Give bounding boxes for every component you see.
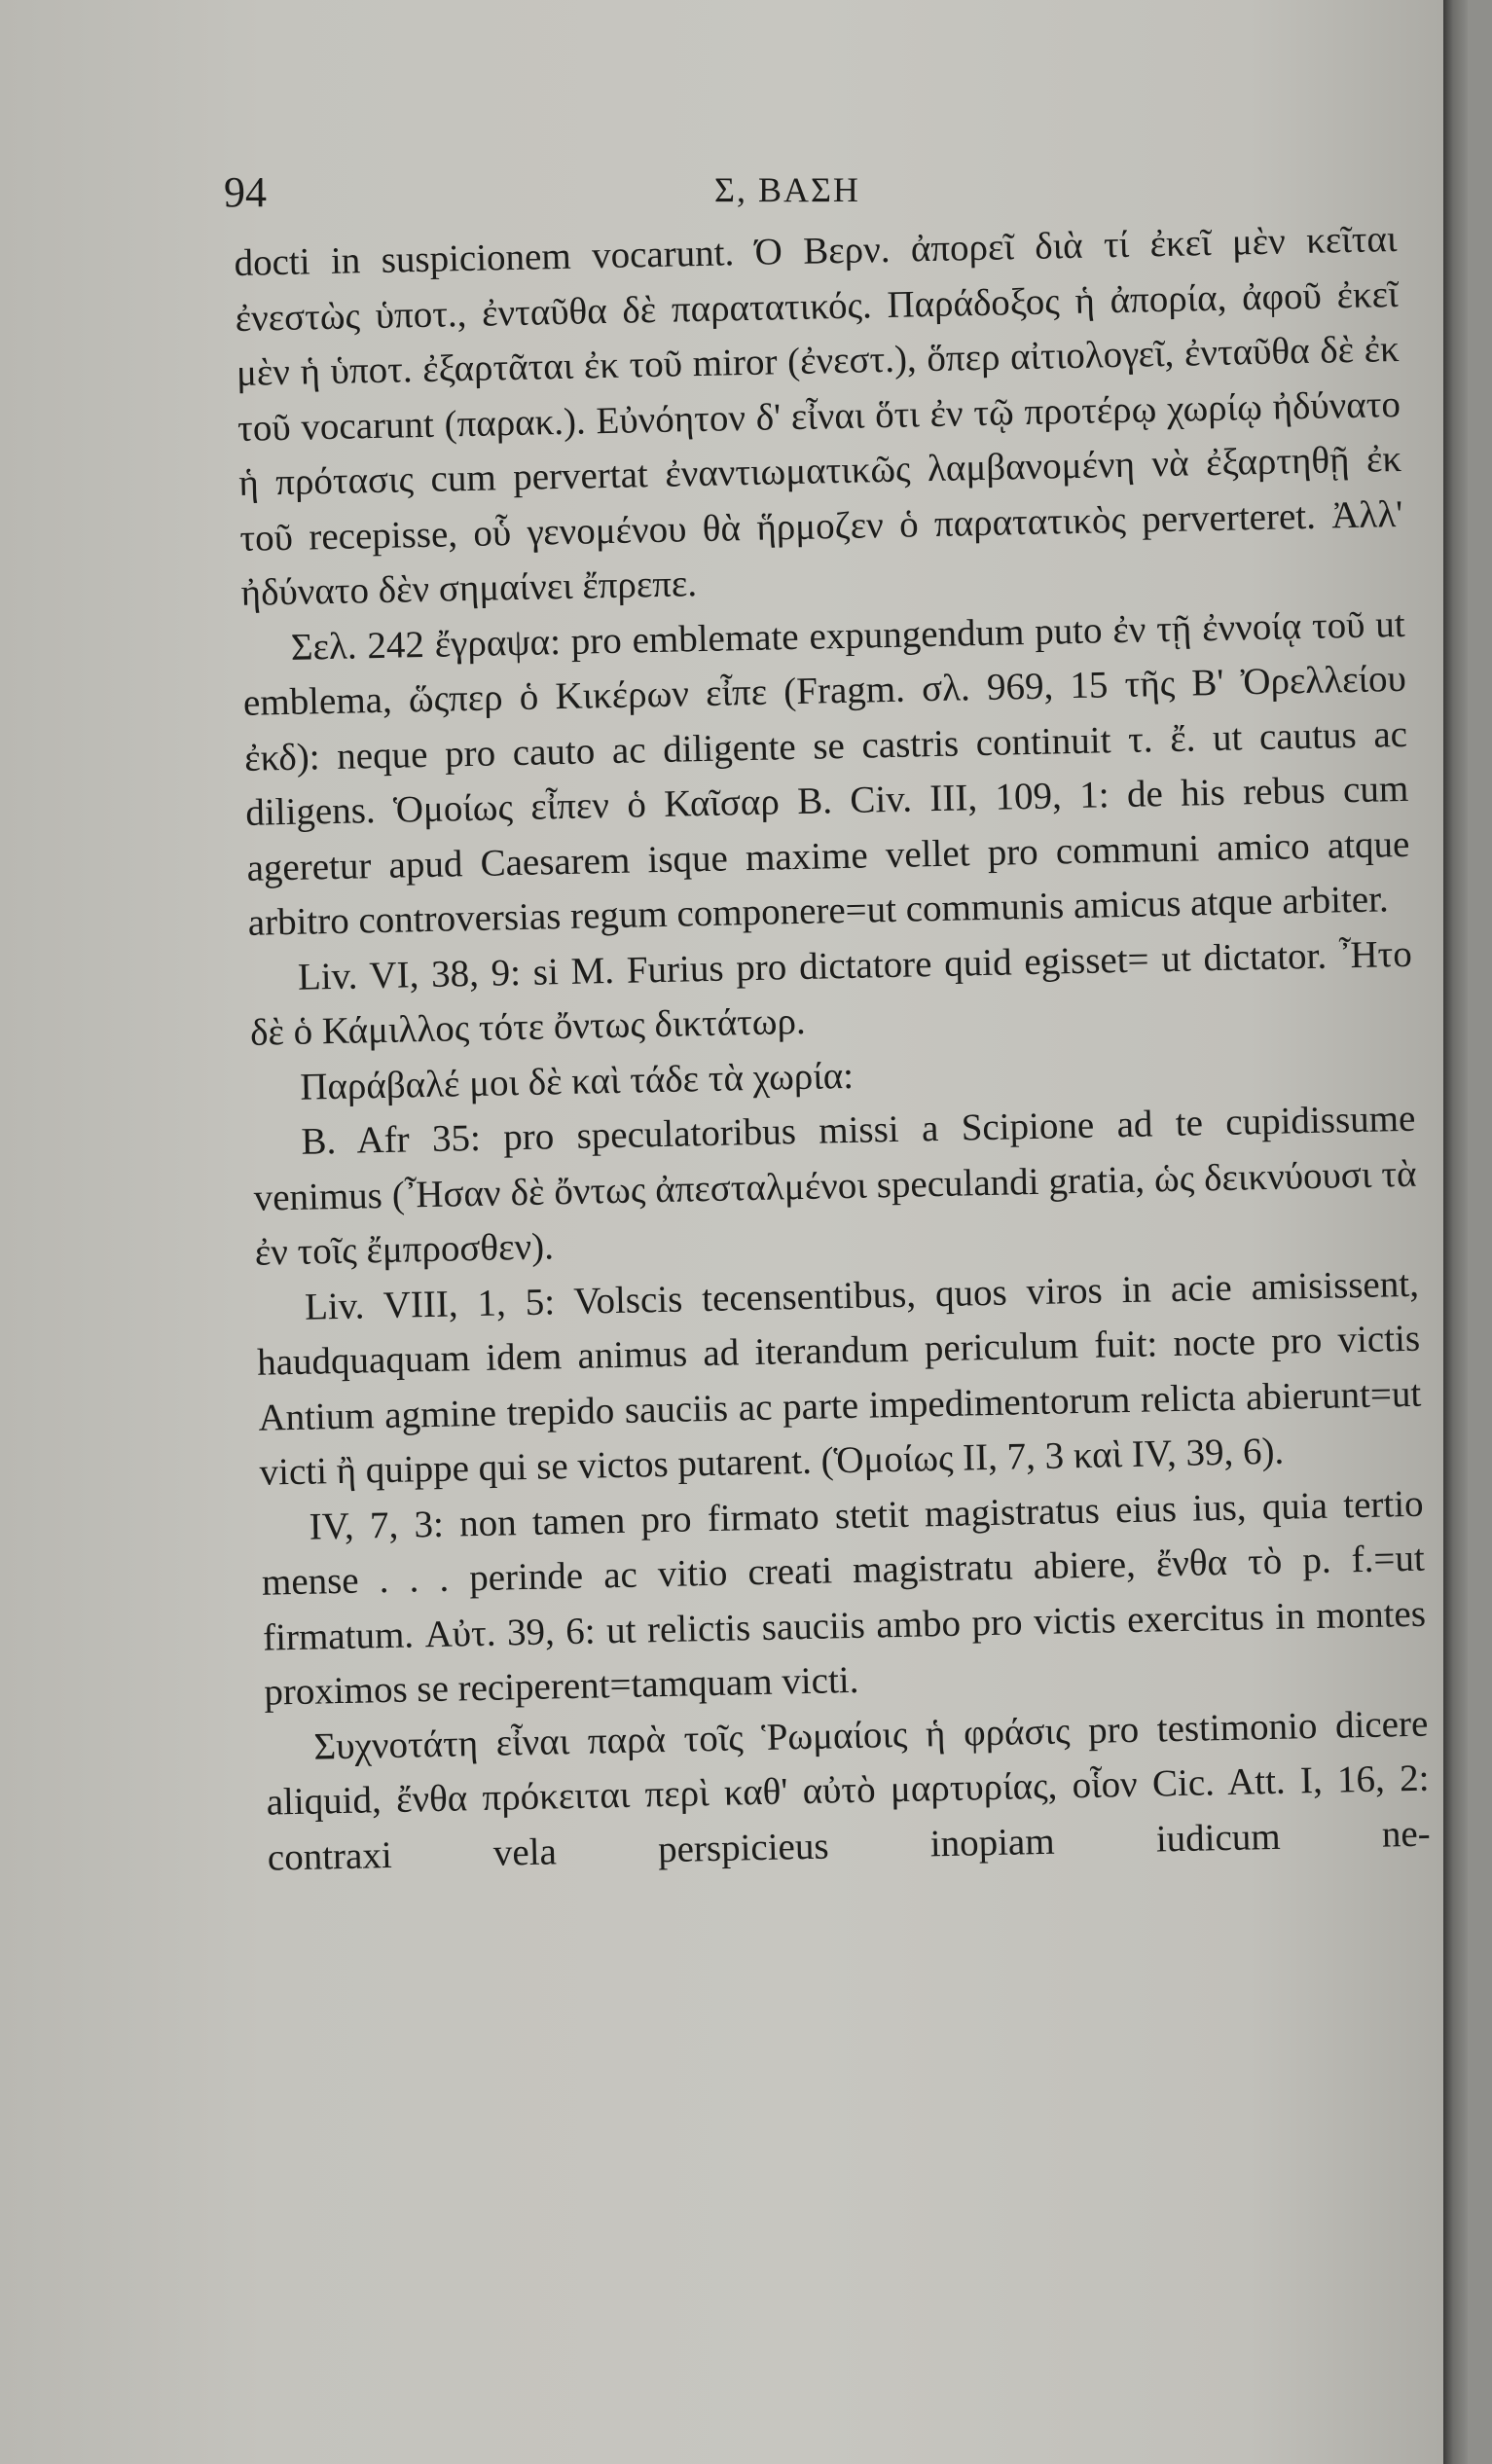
paragraph-8: Συχνοτάτη εἶναι παρὰ τοῖς Ῥωμαίοις ἡ φράσις pro testimonio dicere aliquid, ἔνθα πρόκειται περὶ καθ' αὐτὸ μαρτυρίας, οἷον Cic. Att. I, 16, 2: contraxi vela perspicieus inopiam iudicum ne- — [266, 1702, 1432, 1879]
body-text — [234, 212, 1431, 1886]
paragraph-1: docti in suspicionem vocarunt. Ό Βερν. ἀπορεῖ διὰ τί ἐκεῖ μὲν κεῖται ἐνεστὼς ὑποτ., ἐνταῦθα δὲ παρατατικός. Παράδοξος ἡ ἀπορία, ἀφοῦ ἐκεῖ μὲν ἡ ὑποτ. ἐξαρτᾶται ἐκ τοῦ miror (ἐνεστ.), ὅπερ αἰτιολογεῖ, ἐνταῦθα δὲ ἐκ τοῦ vocarunt (παρακ.). Εὐνόητον δ' εἶναι ὅτι ἐν τῷ προτέρῳ χωρίῳ ἠδύνατο ἡ πρότασις cum pervertat ἐναντιωματικῶς λαμβανομένη νὰ ἐξαρτηθῇ ἐκ τοῦ recepisse, οὗ γενομένου θὰ ἥρμοζεν ὁ παρατατικὸς perverteret. Ἀλλ' ἠδύνατο δὲν σημαίνει ἔπρεπε. — [234, 217, 1403, 614]
paragraph-2: Σελ. 242 ἔγραψα: pro emblemate expungendum puto ἐν τῇ ἐννοίᾳ τοῦ ut emblema, ὥςπερ ὁ Κικέρων εἶπε (Fragm. σλ. 969, 15 τῆς Β' Ὀρελλείου ἐκδ): neque pro cauto ac diligente se castris continuit τ. ἔ. ut cautus ac diligens. Ὁμοίως εἶπεν ὁ Καῖσαρ B. Civ. III, 109, 1: de his rebus cum ageretur apud Caesarem isque maxime vellet pro communi amico atque arbitro controversias regum componere=ut communis amicus atque arbiter. — [242, 602, 1410, 944]
paragraph-7: IV, 7, 3: non tamen pro firmato stetit magistratus eius ius, quia tertio mense . . . perinde ac vitio creati magistratu abiere, ἔνθα τὸ p. f.=ut firmatum. Αὐτ. 39, 6: ut relictis sauciis ambo pro victis exercitus in montes proximos se reciperent=tamquam victi. — [261, 1482, 1427, 1714]
paragraph-5: B. Afr 35: pro speculatoribus missi a Scipione ad te cupidissume venimus (Ἦσαν δὲ ὄντως ἀπεσταλμένοι speculandi gratia, ὡς δεικνύουσι τὰ ἐν τοῖς ἔμπροσθεν). — [253, 1097, 1417, 1274]
paragraph-6: Liv. VIII, 1, 5: Volscis tecensentibus, quos viros in acie amisissent, haudquaquam idem animus ad iterandum periculum fuit: nocte pro victis Antium agmine trepido sauciis ac parte impedimentorum relicta abierunt=ut victi ἢ quippe qui se victos putarent. (Ὁμοίως II, 7, 3 καὶ IV, 39, 6). — [256, 1262, 1422, 1494]
book-binding-edge — [1443, 0, 1468, 2464]
paragraph-3: Liv. VI, 38, 9: si M. Furius pro dictatore quid egisset= ut dictator. Ἦτο δὲ ὁ Κάμιλλος τότε ὄντως δικτάτωρ. — [249, 932, 1413, 1054]
paragraph-4: Παράβαλέ μοι δὲ καὶ τάδε τὰ χωρία: — [299, 1054, 855, 1108]
running-head: Σ, ΒΑΣΗ — [714, 170, 860, 209]
page-number: 94 — [224, 168, 267, 216]
